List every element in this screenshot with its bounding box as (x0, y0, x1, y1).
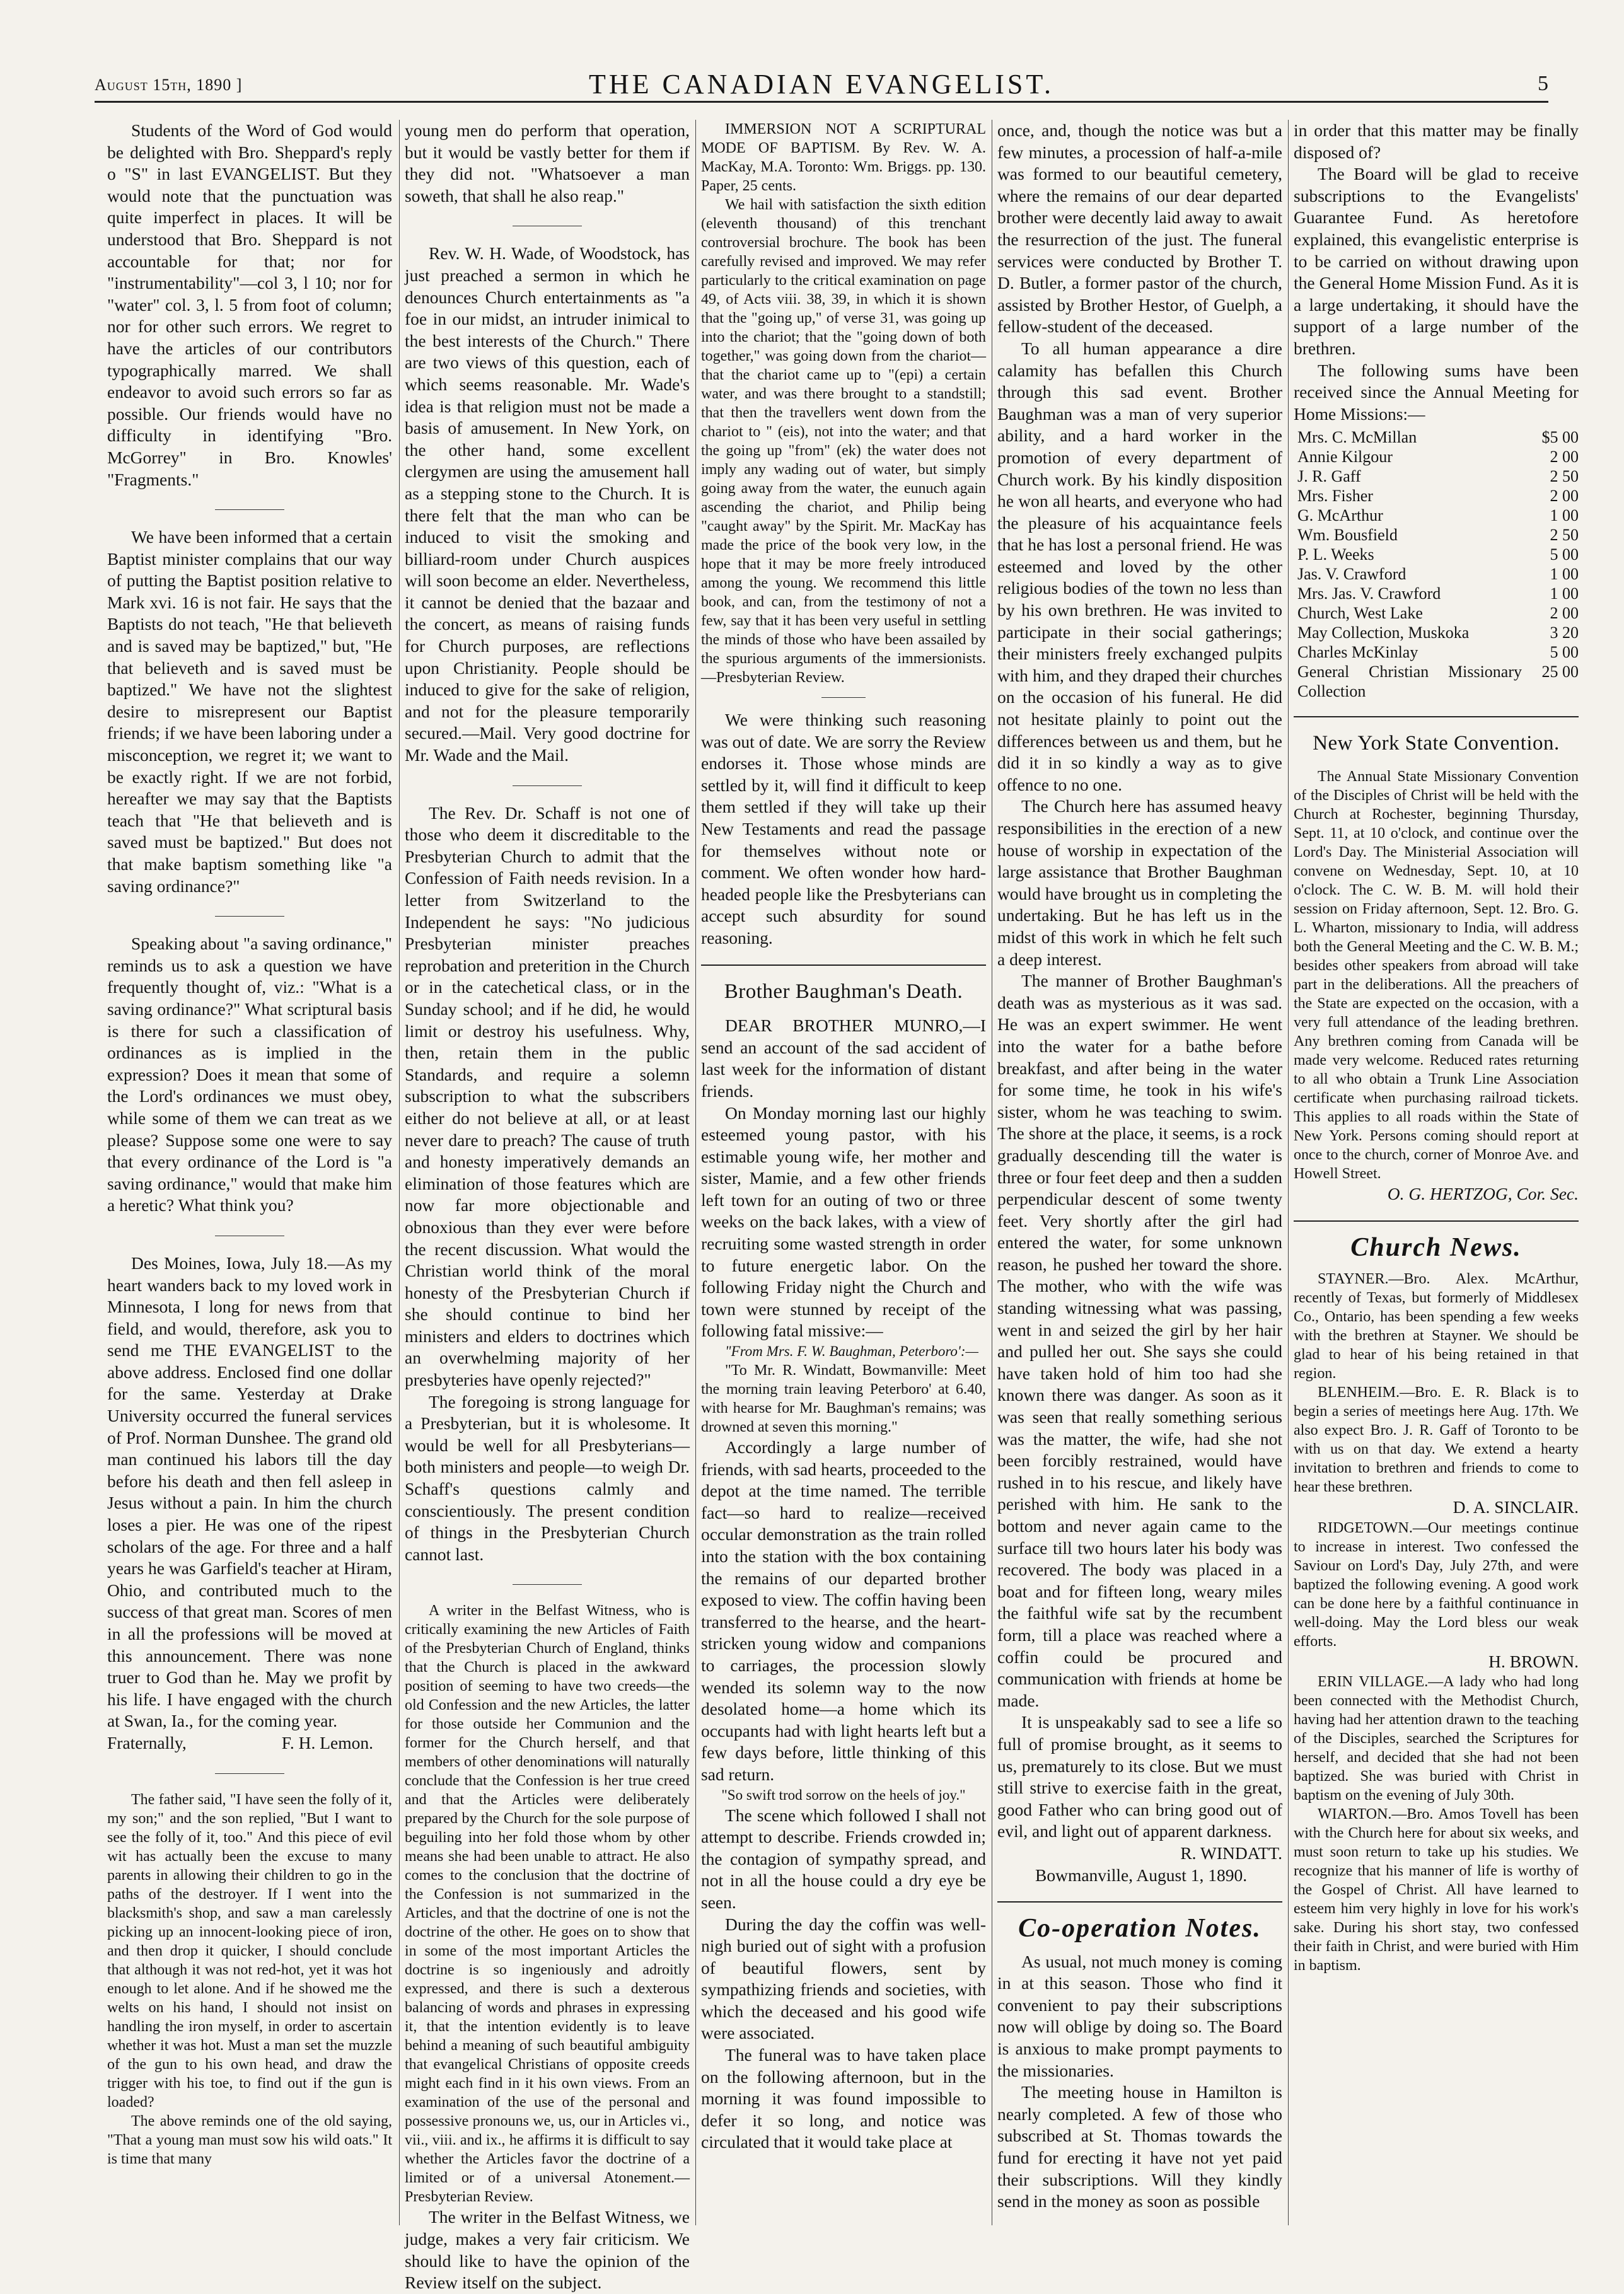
sum-row (1294, 623, 1579, 642)
paragraph: To all human appearance a dire calamity has befallen this Church through this sad event. Brother Baughman was a man of very superior ability, and a hard worker in the promotion of every department of Church work. By his kindly disposition he won all hearts, and everyone who had the pleasure of his acquaintance feels that he has lost a personal friend. He was esteemed and loved by the other religious bodies of the town no less than by his own brethren. He was invited to participate in their social gatherings; their ministers freely exchanged pulpits with him, and they draped their churches on the occasion of his funeral. He did not hesitate plainly to point out the differences between us and them, but he did it in so kindly a way as to give offence to no one. (997, 338, 1282, 794)
donation-amount: 2 00 (1550, 604, 1579, 623)
column-3 (701, 120, 986, 2225)
paragraph: The Rev. Dr. Schaff is not one of those who deem it discreditable to the Presbyterian Church to admit that the Confession of Faith needs revision. In a letter from Switzerland to the Independent he says: "No judicious Presbyterian minister preaches reprobation and preterition in the Church or in the catechetical class, or in the Sunday school; and if he did, he would limit or destroy his usefulness. Why, then, retain them in the public Standards, and require a solemn subscription to what the subscribers either do not believe at all, or at least never dare to preach? The cause of truth and honesty imperatively demands an elimination of those features which are now far more objectionable and obnoxious than they ever were before the recent discussion. What would the Christian world think of the moral honesty of the Presbyterian Church if she should continue to bind her ministers and elders to doctrines which an overwhelming majority of her presbyteries have openly rejected?" (405, 802, 690, 1390)
donation-amount: 1 00 (1550, 584, 1579, 603)
divider (513, 1584, 582, 1585)
section-heading: Church News. (1350, 1232, 1522, 1262)
donor-name: P. L. Weeks (1297, 545, 1374, 564)
paragraph: Des Moines, Iowa, July 18.—As my heart wanders back to my loved work in Minnesota, I long for news from that field, and would, therefore, ask you to send me THE EVANGELIST to the above address. Enclosed find one dollar for the same. Yesterday at Drake University occurred the funeral services of Prof. Norman Dunshee. The grand old man continued his labors till the day before his death and then fell asleep in Jesus without a pain. In him the church loses a pier. He was one of the ripest scholars of the age. For three and a half years he was Garfield's teacher at Hiram, Ohio, and contributed much to the success of that great man. Scores of men in all the professions will be moved at this announcement. There was none truer to God than he. May we profit by his life. I have engaged with the church at Swan, Ia., for the coming year. (107, 1253, 392, 1731)
donation-amount: $5 00 (1541, 428, 1579, 447)
paragraph: On Monday morning last our highly esteemed young pastor, with his estimable young wife, her mother and sister, Mamie, and a few other friends left town for an outing of two or three weeks on the back lakes, with a view of recruiting some wasted strength in order to future energetic labor. On the following Friday night the Church and town were stunned by receipt of the following fatal missive:— (701, 1103, 986, 1341)
signature-line (107, 1732, 392, 1754)
signature: H. BROWN. (1488, 1651, 1579, 1671)
column-5 (1294, 120, 1579, 2225)
donation-amount: 2 00 (1550, 487, 1579, 506)
donor-name: Wm. Bousfield (1297, 526, 1398, 545)
donor-name: May Collection, Muskoka (1297, 623, 1470, 642)
signature: D. A. SINCLAIR. (1453, 1497, 1579, 1517)
paragraph: The manner of Brother Baughman's death was as mysterious as it was sad. He was an expert swimmer. He went into the water for a bathe before breakfast, and after being in the water for some time, he took in his wife's sister, whom he was teaching to swim. The shore at the place, it seems, is a rock gradually descending till the water is three or four feet deep and then a sudden perpendicular descent of some twenty feet. Very shortly after the girl had entered the water, for some unknown reason, he pushed her toward the shore. The mother, who with the wife was standing witnessing what was passing, went in and seized the girl by her hair and pulled her out. She says she could have taken hold of him too had she known there was danger. As soon as it was seen that really something serious was the matter, the wife, had she not been forcibly restrained, would have rushed in to his rescue, and likely have perished with him. He sank to the bottom and never again came to the surface till two hours later his body was recovered. The body was placed in a boat and for fifteen long, weary miles the faithful wife sat by the recumbent form, till a place was reached where a coffin could be procured and communication with friends at home be made. (997, 971, 1282, 1710)
paragraph: Speaking about "a saving ordinance," reminds us to ask a question we have frequently thought of, viz.: "What is a saving ordinance?" What scriptural basis is there for such a classification of ordinances as is implied in the expression? Does it mean that some of the Lord's ordinances we must obey, while some of them we can treat as we please? Suppose some one were to say that every ordinance of the Lord is "a saving ordinance," would that make him a heretic? What think you? (107, 934, 392, 1215)
divider (215, 916, 284, 917)
paragraph: once, and, though the notice was but a few minutes, a procession of half-a-mile was formed to our beautiful cemetery, where the remains of our dear departed brother were decently laid away to await the resurrection of the just. The funeral services were conducted by Brother T. D. Butler, a former pastor of the church, assisted by Brother Hestor, of Guelph, a fellow-student of the deceased. (997, 120, 1282, 337)
donation-amount: 3 20 (1550, 623, 1579, 642)
donor-name: J. R. Gaff (1297, 467, 1361, 486)
divider (215, 509, 284, 510)
donor-name: General Christian Missionary Collection (1297, 663, 1522, 701)
page-header (95, 68, 1548, 103)
sum-row (1294, 545, 1579, 564)
divider (701, 965, 986, 966)
donor-name: Jas. V. Crawford (1297, 565, 1406, 584)
sum-row (1294, 584, 1579, 603)
column-1 (107, 120, 392, 2225)
news-item: STAYNER.—Bro. Alex. McArthur, recently of Texas, but formerly of Middlesex Co., Ontario, has been spending a few weeks with the brethren at Stayner. We should be glad to hear of his being retained in that region. (1294, 1271, 1579, 1382)
quotation: "So swift trod sorrow on the heels of joy." (721, 1787, 966, 1803)
donor-name: Church, West Lake (1297, 604, 1423, 623)
column-rule (1288, 120, 1289, 2225)
telegram-from: "From Mrs. F. W. Baughman, Peterboro':— (725, 1343, 978, 1360)
telegram: "To Mr. R. Windatt, Bowmanville: Meet the morning train leaving Peterboro' at 6.40, with hearse for Mr. Baughman's remains; was drowned at seven this morning." (701, 1362, 986, 1436)
donor-name: Annie Kilgour (1297, 448, 1393, 466)
column-4 (997, 120, 1282, 2225)
news-item: WIARTON.—Bro. Amos Tovell has been with the Church here for about six weeks, and must soon return to take up his studies. We recognize that his manner of life is worthy of the Gospel of Christ. All have learned to esteem him very highly in love for his work's sake. During his short stay, two confessed their faith in Christ, and were buried with Him in baptism. (1294, 1806, 1579, 1974)
donor-name: Mrs. Fisher (1297, 487, 1373, 506)
sum-row (1294, 564, 1579, 584)
paragraph: The Board will be glad to receive subscriptions to the Evangelists' Guarantee Fund. As heretofore explained, this evangelistic enterprise is to be carried on without drawing upon the General Home Mission Fund. As it is a large undertaking, it should have the support of a large number of the brethren. (1294, 164, 1579, 358)
section-heading: New York State Convention. (1313, 732, 1560, 755)
paragraph: The Annual State Missionary Convention of the Disciples of Christ will be held with the Church at Rochester, beginning Thursday, Sept. 11, at 10 o'clock, and continue over the Lord's Day. The Ministerial Association will convene on Wednesday, Sept. 10, at 10 o'clock. The C. W. B. M. will hold their session on Friday afternoon, Sept. 12. Bro. G. L. Wharton, missionary to India, will address both the General Meeting and the C. W. B. M.; besides other speakers from abroad will take part in the deliberations. All the preachers of the State are expected on the occasion, with a very full attendance of the leading brethren. Any brethren coming from Canada will be made very welcome. Reduced rates returning to all who obtain a Trunk Line Association certificate when purchasing railroad tickets. This applies to all roads within the State of New York. Persons coming should report at once to the church, corner of Monroe Ave. and Howell Street. (1294, 768, 1579, 1182)
news-item: ERIN VILLAGE.—A lady who had long been connected with the Methodist Church, having had her attention drawn to the teaching of the Disciples, searched the Scriptures for herself, and decided that she had not been baptized. She was buried with Christ in baptism on the evening of July 30th. (1294, 1674, 1579, 1804)
donation-amount: 5 00 (1550, 643, 1579, 662)
paragraph: Students of the Word of God would be delighted with Bro. Sheppard's reply o "S" in last EVANGELIST. But they would note that the punctuation was quite imperfect in places. It will be understood that Bro. Sheppard is not accountable for that; nor for "instrumentability"—col 3, l 10; nor for "water" col. 3, l. 5 from foot of column; nor for other such errors. We regret to have the articles of our contributors typographically marred. We shall endeavor to avoid such errors so far as possible. Our friends would have no difficulty in identifying "Bro. McGorrey" in Bro. Knowles' "Fragments." (107, 120, 392, 489)
column-rule (399, 120, 400, 2225)
divider (513, 785, 582, 786)
dateline: Bowmanville, August 1, 1890. (1035, 1865, 1248, 1885)
signature: O. G. HERTZOG, Cor. Sec. (1387, 1183, 1579, 1203)
paragraph: The father said, "I have seen the folly of it, my son;" and the son replied, "But I want to see the folly of it, too." And this piece of evil wit has actually been the excuse to many parents in allowing their children to go in the paths of the destroyer. If I went into the blacksmith's shop, and saw a man carelessly picking up an innocent-looking piece of iron, and then drop it quicker, I should conclude that although it was not red-hot, yet it was hot enough to let alone. And if he showed me the welts on his hand, I should not insist on handling the iron myself, in order to ascertain whether it was hot. Must a man set the muzzle of the gun to his own head, and draw the trigger with his toe, to find out if the gun is loaded? (107, 1791, 392, 2111)
book-notice: IMMERSION NOT A SCRIPTURAL MODE OF BAPTISM. By Rev. W. A. MacKay, M.A. Toronto: Wm. Briggs. pp. 130. Paper, 25 cents. (701, 121, 986, 194)
section-heading: Brother Baughman's Death. (724, 980, 963, 1003)
divider (215, 1773, 284, 1774)
paragraph: We were thinking such reasoning was out of date. We are sorry the Review endorses it. Those whose minds are settled by it, will find it difficult to keep them settled if they will take up their New Testaments and read the passage for themselves without note or comment. We often wonder how hard-headed people like the Presbyterians can accept such absurdity for sound reasoning. (701, 710, 986, 947)
paragraph: The writer in the Belfast Witness, we judge, makes a very fair criticism. We should like to have the opinion of the Review itself on the subject. (405, 2207, 690, 2293)
paragraph: The Church here has assumed heavy responsibilities in the erection of a new house of worship in expectation of the large assistance that Brother Baughman would have brought us in completing the undertaking. But he has left us in the midst of this work in which he felt such a deep interest. (997, 796, 1282, 969)
donor-name: Mrs. Jas. V. Crawford (1297, 584, 1441, 603)
donation-amount: 5 00 (1550, 545, 1579, 564)
sum-row (1294, 506, 1579, 525)
sum-row (1294, 447, 1579, 466)
page-number: 5 (1538, 72, 1548, 95)
divider (1294, 1220, 1579, 1222)
news-item: BLENHEIM.—Bro. E. R. Black is to begin a series of meetings here Aug. 17th. We also expect Bro. J. R. Gaff of Toronto to be with us on that day. We extend a hearty invitation to brethren and friends to come to hear these brethren. (1294, 1384, 1579, 1496)
paragraph: The following sums have been received since the Annual Meeting for Home Missions:— (1294, 360, 1579, 424)
paragraph: We hail with satisfaction the sixth edition (eleventh thousand) of this trenchant controversial brochure. The book has been carefully revised and improved. We may refer particularly to the critical examination on page 49, of Acts viii. 38, 39, in which it is shown that the "going up," of verse 31, was going up into the chariot; that the "going down of both together," was going down from the chariot—that the chariot came up to "(epi) a certain water, and was there brought to a standstill; that then the travellers went down from the chariot to " (eis), not into the water; and that the going up "from" (ek) the water does not imply any wading out of water, but simply going away from the water, the eunuch again ascending the chariot, and Philip being "caught away" by the Spirit. Mr. MacKay has made the price of the book very low, in the hope that it may be more freely introduced among the young. We recommend this little book, and can, from the testimony of not a few, say that it has been very useful in settling the minds of those who have been assailed by the spurious arguments of the immersionists.—Presbyterian Review. (701, 197, 986, 686)
paragraph: The funeral was to have taken place on the following afternoon, but in the morning it was found impossible to defer it so long, and notice was circulated that it would take place at (701, 2045, 986, 2152)
donor-name: G. McArthur (1297, 506, 1383, 525)
paragraph: The scene which followed I shall not attempt to describe. Friends crowded in; the contagion of sympathy spread, and not in all the house could a dry eye be seen. (701, 1805, 986, 1912)
column-rule (695, 120, 696, 2225)
paragraph: As usual, not much money is coming in at this season. Those who find it convenient to pay their subscriptions now will oblige by doing so. The Board is anxious to make prompt payments to the missionaries. (997, 1951, 1282, 2080)
sum-row (1294, 427, 1579, 447)
donation-amount: 1 00 (1550, 565, 1579, 584)
sum-row (1294, 603, 1579, 623)
donation-amount: 25 00 (1541, 663, 1579, 681)
paragraph: The above reminds one of the old saying, "That a young man must sow his wild oats." It is time that many (107, 2112, 392, 2167)
issue-date: August 15th, 1890 ] (95, 76, 243, 94)
paragraph: The meeting house in Hamilton is nearly completed. A few of those who subscribed at St. Thomas towards the fund for erecting it have not yet paid their subscriptions. Will they kindly send in the money as soon as possible (997, 2082, 1282, 2211)
divider (997, 1901, 1282, 1903)
sum-row (1294, 642, 1579, 662)
paragraph: Rev. W. H. Wade, of Woodstock, has just preached a sermon in which he denounces Church entertainments as "a foe in our midst, an intruder inimical to the best interests of the Church." There are two views of this question, each of which seems reasonable. Mr. Wade's idea is that religion must not be made a basis of amusement. In New York, on the other hand, some excellent clergymen are using the amusement hall as a stepping stone to the Church. It is there felt that the man who can be induced to visit the smoking and billiard-room under Church auspices will soon become an elder. Nevertheless, it cannot be denied that the bazaar and the concert, as means of raising funds for Church purposes, are reflections upon Christianity. People should be induced to give for the sake of religion, and not for the pleasure temporarily secured.—Mail. Very good doctrine for Mr. Wade and the Mail. (405, 243, 690, 765)
paragraph: Accordingly a large number of friends, with sad hearts, proceeded to the depot at the time named. The terrible fact—so hard to realize—received occular demonstration as the train rolled into the station with the box containing the remains of our departed brother exposed to view. The coffin having been transferred to the hearse, and the heart-stricken young widow and companions to carriages, the procession slowly wended its solemn way to the now desolated home—a home which its occupants had with light hearts left but a few days before, little thinking of this sad return. (701, 1437, 986, 1784)
sum-row (1294, 466, 1579, 486)
donation-amount: 2 50 (1550, 467, 1579, 486)
donation-amount: 1 00 (1550, 506, 1579, 525)
sum-row (1294, 662, 1579, 701)
donation-amount: 2 50 (1550, 526, 1579, 545)
sum-row (1294, 525, 1579, 545)
signature: R. WINDATT. (1180, 1843, 1282, 1863)
sum-row (1294, 486, 1579, 506)
donor-name: Charles McKinlay (1297, 643, 1418, 662)
column-2 (405, 120, 690, 2293)
paragraph: young men do perform that operation, but it would be vastly better for them if they did not. "Whatsoever a man soweth, that shall he also reap." (405, 120, 690, 206)
paragraph: A writer in the Belfast Witness, who is critically examining the new Articles of Faith of the Presbyterian Church of England, thinks that the Church is placed in the awkward position of seeming to have two creeds—the old Confession and the new Articles, the latter for those outside her Communion and the former for the Church herself, and that members of other denominations will naturally conclude that the Confession is her true creed and that the Articles were deliberately prepared by the Church for the sole purpose of beguiling into her fold those whom by other means she had been unable to attract. He also comes to the conclusion that the doctrine of the Confession is not summarized in the Articles, and that the doctrine of one is not the doctrine of the other. He goes on to show that in some of the most important Articles the doctrine is so ingeniously and adroitly expressed, and there is such a dexterous balancing of words and phrases in expressing it, that the intention evidently is to leave behind a meaning of such beautiful ambiguity that evangelical Christians of opposite creeds might each find in it his own views. From an examination of the use of the personal and possessive pronouns we, us, our in Articles vi., vii., viii. and ix., he affirms it is difficult to say whether the Articles favor the doctrine of a limited or of a universal Atonement.—Presbyterian Review. (405, 1602, 690, 2206)
paragraph: in order that this matter may be finally disposed of? (1294, 120, 1579, 162)
sums-received-table (1294, 427, 1579, 701)
news-item: RIDGETOWN.—Our meetings continue to increase in interest. Two confessed the Saviour on Lord's Day, July 27th, and were baptized the following evening. A good work can be done here by a faithful continuance in well-doing. May the Lord bless our weak efforts. (1294, 1519, 1579, 1650)
signature: F. H. Lemon. (281, 1732, 373, 1752)
paragraph: DEAR BROTHER MUNRO,—I send an account of the sad accident of last week for the information of distant friends. (701, 1016, 986, 1101)
paragraph: It is unspeakably sad to see a life so full of promise brought, as it seems to us, prematurely to its close. But we must still strive to exercise faith in the great, good Father who can bring good out of evil, and light out of apparent darkness. (997, 1712, 1282, 1841)
paragraph: We have been informed that a certain Baptist minister complains that our way of putting the Baptist position relative to Mark xvi. 16 is not fair. He says that the Baptists do not teach, "He that believeth and is saved may be baptized," but, "He that believeth and is saved must be baptized." We have not the slightest desire to misrepresent our Baptist friends; if we have been laboring under a misconception, we regret it; we want to be exactly right. If we are not forbid, hereafter we may say that the Baptists teach that "He that believeth and is saved must be baptized." But does not that make baptism something like "a saving ordinance?" (107, 527, 392, 896)
donor-name: Mrs. C. McMillan (1297, 428, 1417, 447)
divider (1294, 716, 1579, 717)
newspaper-title: THE CANADIAN EVANGELIST. (589, 69, 1054, 100)
donation-amount: 2 00 (1550, 448, 1579, 466)
closing: Fraternally, (107, 1732, 187, 1752)
paragraph: During the day the coffin was well-nigh buried out of sight with a profusion of beautiful flowers, sent by sympathizing friends and societies, with which the deceased and his good wife were associated. (701, 1914, 986, 2043)
section-heading: Co-operation Notes. (1018, 1914, 1262, 1944)
paragraph: The foregoing is strong language for a Presbyterian, but it is wholesome. It would be well for all Presbyterians—both ministers and people—to weigh Dr. Schaff's questions calmly and conscientiously. The present condition of things in the Presbyterian Church cannot last. (405, 1391, 690, 1564)
divider (821, 697, 866, 698)
